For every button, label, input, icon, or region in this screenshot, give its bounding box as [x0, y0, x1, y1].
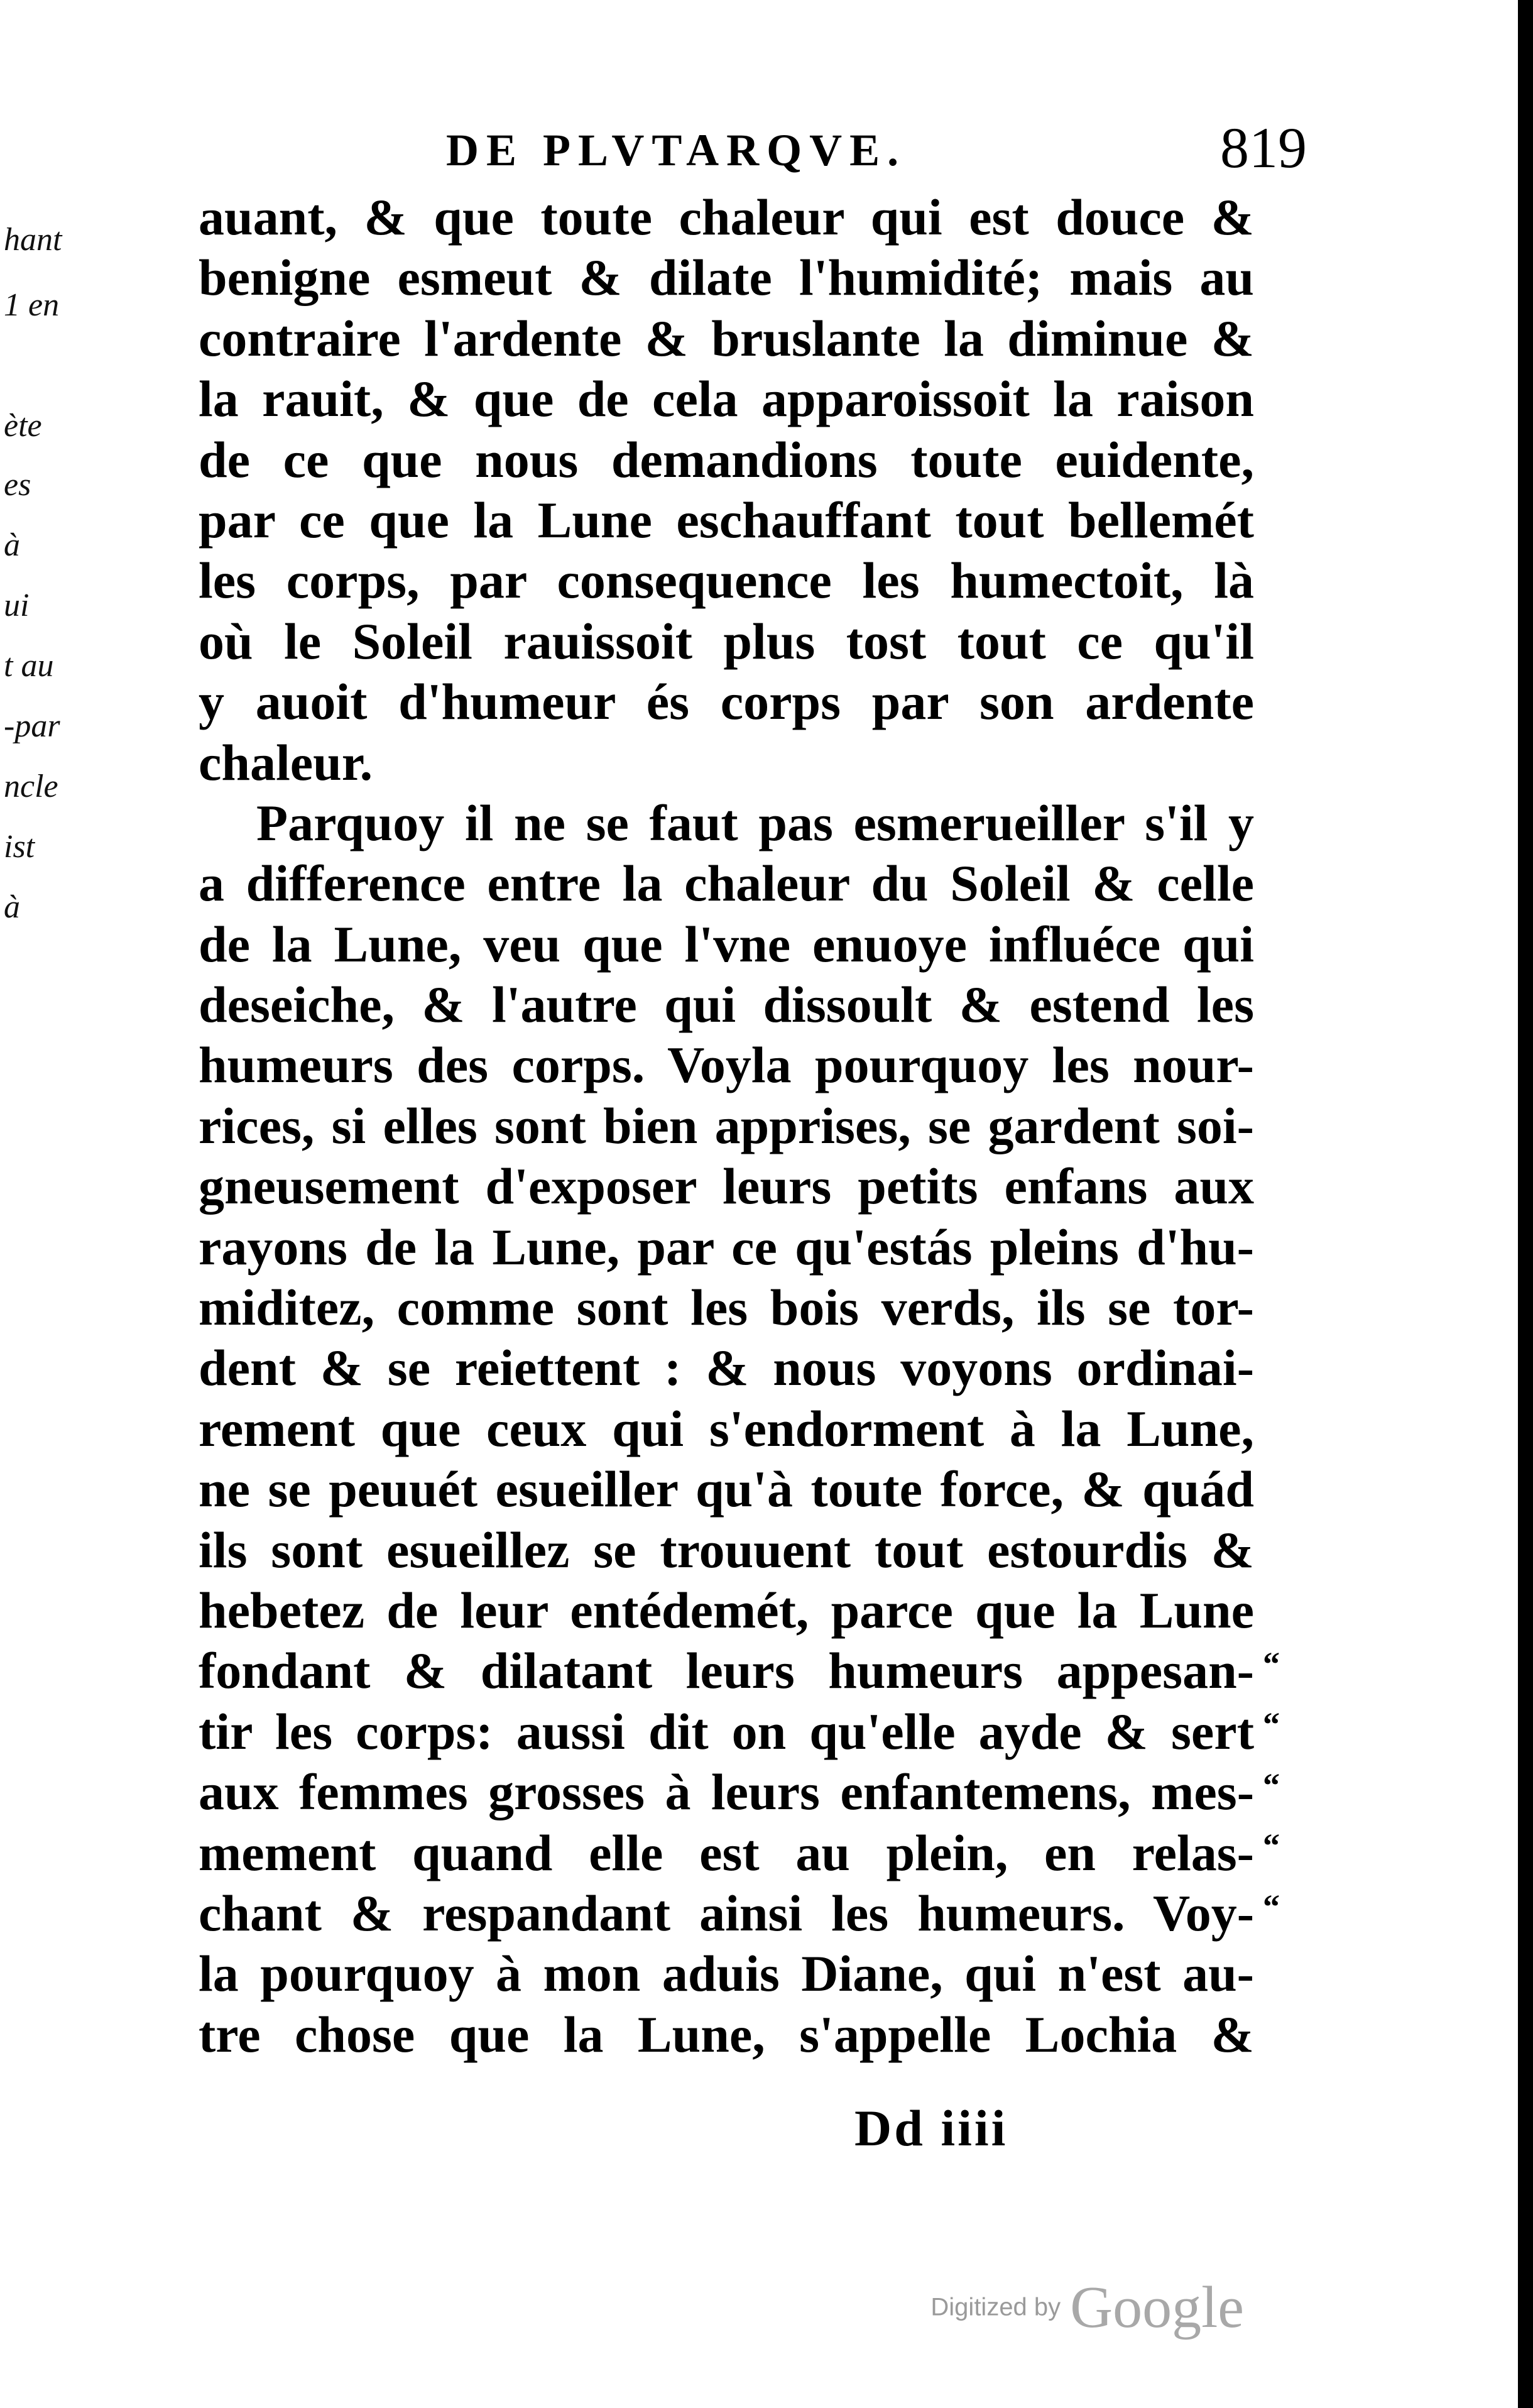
text-line: où le Soleil rauissoit plus tost tout ce qu'il	[199, 612, 1254, 670]
text-line: gneusement d'exposer leurs petits enfans aux	[199, 1157, 1254, 1215]
text-line: ils sont esueillez se trouuent tout estourdis &	[199, 1521, 1254, 1579]
bleed-fragment: à	[4, 527, 20, 563]
quote-mark: “	[1263, 1705, 1280, 1744]
text-line: fondant & dilatant leurs humeurs appesan-	[199, 1642, 1254, 1700]
bleed-fragment: ist	[4, 829, 35, 865]
body-text	[199, 187, 1254, 2065]
page-number: 819	[1220, 116, 1307, 180]
quote-mark: “	[1263, 1645, 1280, 1683]
bleed-fragment: t au	[4, 648, 54, 684]
bleed-fragment: ète	[4, 408, 42, 444]
bleed-fragment: -par	[4, 708, 60, 744]
bleed-fragment: ncle	[4, 769, 58, 804]
text-line: rayons de la Lune, par ce qu'estás pleins d'hu-	[199, 1218, 1254, 1276]
text-line: ne se peuuét esueiller qu'à toute force, & quád	[199, 1460, 1254, 1518]
text-line: rement que ceux qui s'endorment à la Lune,	[199, 1399, 1254, 1457]
text-line: chaleur.	[199, 733, 373, 791]
text-line: contraire l'ardente & bruslante la diminue &	[199, 309, 1254, 367]
text-line: benigne esmeut & dilate l'humidité; mais au	[199, 249, 1254, 307]
text-line: Parquoy il ne se faut pas esmerueiller s'il y	[256, 794, 1254, 851]
text-line: a difference entre la chaleur du Soleil & celle	[199, 855, 1254, 912]
text-line: aux femmes grosses à leurs enfantemens, mes-	[199, 1763, 1254, 1821]
running-title: DE PLVTARQVE.	[446, 125, 907, 175]
text-line: miditez, comme sont les bois verds, ils se tor-	[199, 1279, 1254, 1337]
text-line: la pourquoy à mon aduis Diane, qui n'est au-	[199, 1945, 1254, 2003]
text-line: tir les corps: aussi dit on qu'elle ayde & sert	[199, 1702, 1254, 1760]
text-line: de ce que nous demandions toute euidente,	[199, 430, 1254, 488]
text-line: auant, & que toute chaleur qui est douce &	[199, 189, 1254, 246]
signature-mark: Dd iiii	[854, 2099, 1008, 2157]
text-line: par ce que la Lune eschauffant tout bellemét	[199, 491, 1254, 549]
bleed-fragment: ui	[4, 588, 30, 623]
marginal-quote-marks	[1263, 1634, 1301, 1937]
text-line: dent & se reiettent : & nous voyons ordinai-	[199, 1339, 1254, 1397]
running-head	[201, 116, 1307, 194]
bleed-fragment: hant	[4, 222, 62, 258]
text-line: de la Lune, veu que l'vne enuoye influéce qui	[199, 915, 1254, 973]
quote-mark: “	[1263, 1887, 1280, 1925]
text-line: la rauit, & que de cela apparoissoit la raison	[199, 370, 1254, 428]
bleed-fragment: es	[4, 467, 31, 503]
text-line: y auoit d'humeur és corps par son ardente	[199, 673, 1254, 731]
quote-mark: “	[1263, 1827, 1280, 1865]
text-line: deseiche, & l'autre qui dissoult & estend les	[199, 976, 1254, 1034]
bleed-fragment: à	[4, 889, 20, 925]
text-line: tre chose que la Lune, s'appelle Lochia &	[199, 2005, 1254, 2063]
watermark-prefix: Digitized by	[930, 2293, 1061, 2321]
facing-page-bleed	[0, 0, 94, 2408]
quote-mark: “	[1263, 1766, 1280, 1804]
text-line: les corps, par consequence les humectoit, là	[199, 552, 1254, 610]
text-line: hebetez de leur entédemét, parce que la Lune	[199, 1581, 1254, 1639]
text-line: mement quand elle est au plein, en relas-	[199, 1824, 1254, 1881]
text-line: humeurs des corps. Voyla pourquoy les nour-	[199, 1036, 1254, 1094]
text-line: chant & respandant ainsi les humeurs. Voy-	[199, 1884, 1254, 1942]
google-logo: Google	[1070, 2275, 1244, 2340]
digitization-watermark	[930, 2274, 1244, 2343]
text-line: rices, si elles sont bien apprises, se gardent soi-	[199, 1097, 1254, 1154]
bleed-fragment: 1 en	[4, 287, 60, 323]
scan-edge	[1518, 0, 1533, 2408]
